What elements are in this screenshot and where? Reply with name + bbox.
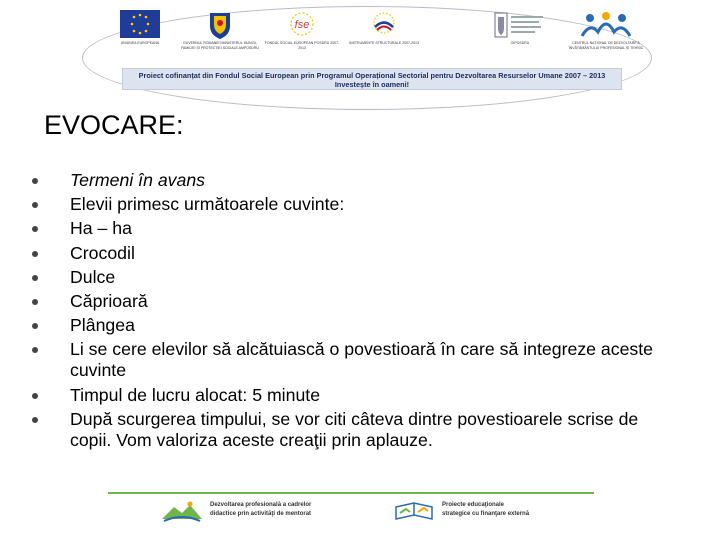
bullet-dot-icon: [32, 202, 38, 208]
bullet-item: [30, 267, 680, 288]
bullet-dot-icon: [32, 417, 38, 423]
logo-instrumente: INSTRUMENTE STRUCTURALE 2007-2013: [344, 10, 424, 54]
project-slogan: Investește în oameni!: [334, 80, 410, 89]
bullet-list: [30, 170, 680, 454]
bullet-item: [30, 243, 680, 264]
bullet-item: [30, 339, 680, 381]
logo-cndipt: CENTRUL NAȚIONAL DE DEZVOLTARE A ÎNVĂȚĂMÂNTULUI PROFESIONAL ȘI TEHNIC: [566, 10, 646, 54]
bullet-dot-icon: [32, 323, 38, 329]
project-strip: [122, 68, 622, 90]
cnfpip-logo-icon: [578, 10, 634, 40]
footer-left: [160, 499, 360, 525]
bullet-text: Timpul de lucru alocat: 5 minute: [70, 384, 321, 405]
educational-projects-icon: [392, 499, 436, 523]
bullet-item: [30, 194, 680, 215]
bullet-dot-icon: [32, 347, 38, 353]
romanian-coat-of-arms-icon: [207, 10, 233, 40]
footer-right: [392, 499, 592, 525]
bullet-dot-icon: [32, 299, 38, 305]
bullet-item: [30, 291, 680, 312]
logo-government: GUVERNUL ROMÂNIEI MINISTERUL MUNCII, FAMILIEI ȘI PROTECȚIEI SOCIALE AMPOSDRU: [180, 10, 260, 54]
bullet-text: Li se cere elevilor să alcătuiască o povestioară în care să integreze aceste cuvinte: [70, 339, 654, 381]
svg-text:fse: fse: [294, 19, 310, 31]
mentoring-book-icon: [160, 499, 204, 523]
bullet-item: [30, 315, 680, 336]
bullet-text: Ha – ha: [70, 218, 132, 239]
bullet-item: [30, 170, 680, 191]
bullet-dot-icon: [32, 275, 38, 281]
bullet-text: Termeni în avans: [70, 170, 206, 190]
footer-left-text: Dezvoltarea profesională a cadrelor didactice prin activităţi de mentorat: [210, 502, 312, 517]
bullet-text: Plângea: [70, 315, 135, 336]
footer-right-text: Proiecte educaţionale strategice cu finanţare externă: [442, 502, 530, 517]
bullet-text: Dulce: [70, 266, 116, 287]
fse-logo-icon: [285, 10, 319, 38]
footer-divider: [108, 492, 594, 494]
bullet-dot-icon: [32, 226, 38, 232]
bullet-text: Crocodil: [70, 242, 135, 263]
instrumente-structurale-icon: [367, 10, 401, 38]
eu-flag-icon: [120, 10, 160, 38]
bullet-text: După scurgerea timpului, se vor citi câteva dintre povestioarele scrise de copii. Vom valoriza aceste creaţii prin aplauze.: [70, 408, 639, 450]
header-banner: [82, 2, 652, 110]
bullet-text: Elevii primesc următoarele cuvinte:: [70, 194, 345, 215]
bullet-dot-icon: [32, 393, 38, 399]
logo-fse: fse FONDUL SOCIAL EUROPEAN POSDRU 2007-2013: [262, 10, 342, 54]
logo-ministry: OIPOSDRU: [480, 10, 560, 54]
bullet-item: [30, 409, 680, 451]
project-cofinancing-text: Proiect cofinanțat din Fondul Social European prin Programul Operațional Sectorial pentru Dezvoltarea Resurselor Umane 2007 – 2013: [138, 71, 606, 80]
bullet-dot-icon: [32, 251, 38, 257]
bullet-dot-icon: [32, 178, 38, 184]
bullet-item: [30, 218, 680, 239]
bullet-text: Căprioară: [70, 290, 148, 311]
ministry-crest-icon: [493, 10, 547, 40]
slide-title: EVOCARE:: [44, 110, 184, 140]
logo-eu: UNIUNEA EUROPEANĂ: [100, 10, 180, 54]
bullet-item: [30, 385, 680, 406]
